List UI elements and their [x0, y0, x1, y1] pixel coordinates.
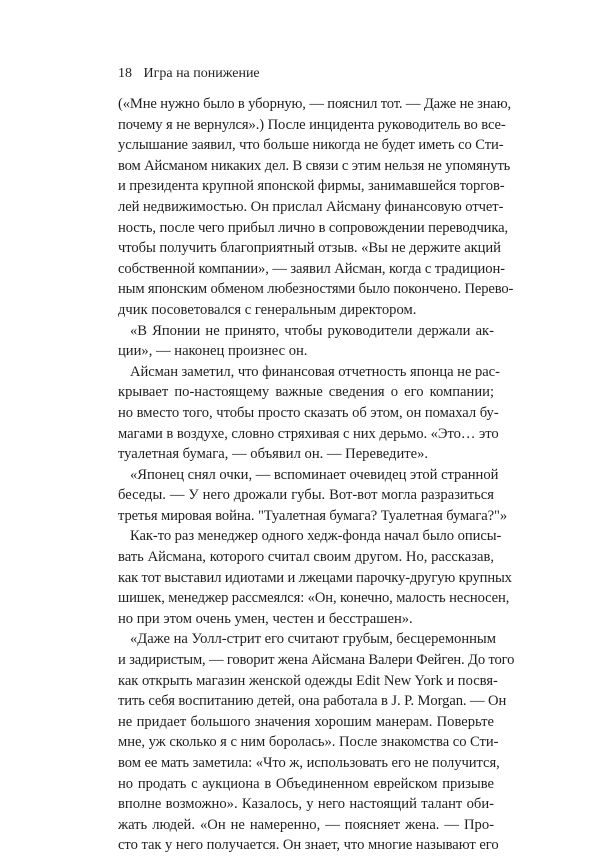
text-line: «Японец снял очки, — вспоминает очевидец этой странной — [130, 466, 499, 483]
text-line: третья мировая война. "Туалетная бумага? Туалетная бумага?"» — [118, 507, 508, 524]
text-line: дчик посоветовался с генеральным директором. — [118, 301, 417, 318]
text-line: лей недвижимостью. Он прислал Айсману финансовую отчет- — [118, 198, 504, 215]
text-line: собственной компании», — заявил Айсман, когда с традицион- — [118, 260, 505, 277]
text-line: («Мне нужно было в уборную, — пояснил тот. — Даже не знаю, — [118, 96, 512, 112]
text-line: шишек, менеджер рассмеялся: «Он, конечно, малость несносен, — [118, 590, 510, 607]
text-line: ность, после чего прибыл лично в сопровождении переводчика, — [118, 219, 509, 236]
text-line: туалетная бумага, — объявил он. — Переведите». — [118, 446, 429, 463]
text-line: Айсман заметил, что финансовая отчетность японца не рас- — [130, 363, 500, 380]
text-line: тить себя воспитанию детей, она работала в J. P. Morgan. — Он — [118, 693, 507, 710]
text-line: крывает по-настоящему важные сведения о его компании; — [118, 384, 494, 401]
text-line: и президента крупной японской фирмы, занимавшейся торгов- — [118, 178, 505, 195]
text-line: почему я не вернулся».) После инцидента руководитель во все- — [118, 116, 506, 133]
text-line: «В Японии не принято, чтобы руководители держали ак- — [130, 322, 494, 339]
text-line: но вместо того, чтобы просто сказать об этом, он помахал бу- — [118, 404, 499, 421]
running-head — [118, 66, 260, 82]
text-line: вать Айсмана, которого считал своим другом. Но, рассказав, — [118, 549, 494, 566]
text-line: как тот выставил идиотами и лжецами парочку-другую крупных — [118, 569, 512, 586]
body-text — [118, 94, 515, 856]
text-line: ным японским обменом любезностями было покончено. Перево- — [118, 281, 514, 298]
text-line: беседы. — У него дрожали губы. Вот-вот могла разразиться — [118, 487, 494, 504]
text-line: чтобы получить благоприятный отзыв. «Вы не держите акций — [118, 240, 501, 257]
text-line: как открыть магазин женской одежды Edit New York и посвя- — [118, 672, 498, 689]
text-line: «Даже на Уолл-стрит его считают грубым, бесцеремонным — [130, 631, 496, 648]
text-line: жать людей. «Он не намеренно, — поясняет жена. — Про- — [118, 816, 494, 833]
text-line: но продать с аукциона в Объединенном еврейском призыве — [118, 775, 494, 792]
text-line: услышание заявил, что больше никогда не будет иметь со Сти- — [118, 137, 504, 154]
text-line: сто так у него получается. Он знает, что многие называют его — [118, 837, 499, 854]
text-line: не придает большого значения хорошим манерам. Поверьте — [118, 713, 494, 730]
text-line: вом Айсманом никаких дел. В связи с этим нельзя не упомянуть — [118, 157, 511, 174]
text-line: но при этом очень умен, честен и бесстрашен». — [118, 610, 413, 627]
text-line: Как-то раз менеджер одного хедж-фонда начал было описы- — [130, 528, 502, 545]
text-line: и задиристым, — говорит жена Айсмана Валери Фейген. До того — [118, 652, 515, 669]
running-title: Игра на понижение — [143, 66, 260, 81]
text-line: вом ее мать заметила: «Что ж, использовать его не получится, — [118, 755, 500, 771]
text-line: мне, уж сколько я с ним боролась». После знакомства со Сти- — [118, 734, 499, 751]
text-line: магами в воздухе, словно стряхивая с них дерьмо. «Это… это — [118, 425, 499, 442]
text-line: вполне возможно». Казалось, у него настоящий талант оби- — [118, 796, 494, 813]
page-number: 18 — [118, 66, 132, 81]
text-line: ции», — наконец произнес он. — [118, 343, 308, 360]
